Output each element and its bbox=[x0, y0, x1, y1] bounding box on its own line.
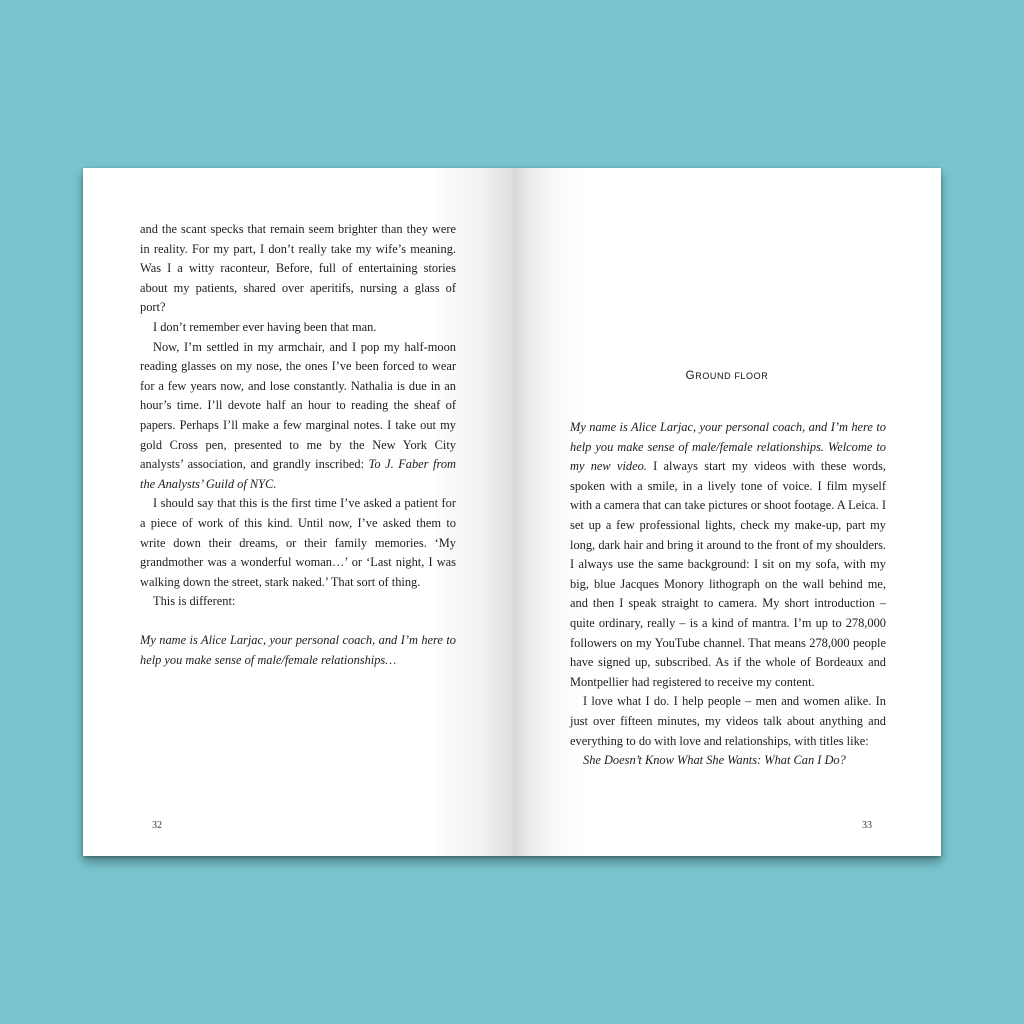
chapter-heading-rest: ROUND FLOOR bbox=[695, 371, 769, 381]
right-page bbox=[513, 168, 941, 856]
chapter-heading bbox=[513, 370, 941, 382]
pen-inscription: To J. Faber from the Analysts’ Guild of NYC. bbox=[140, 457, 456, 491]
paragraph: I should say that this is the first time I’ve asked a patient for a piece of work of this kind. Until now, I’ve asked them to write down their dreams, or their family memories. ‘My grandmother was a wonderful woman…’ or ‘Last night, I was walking down the street, stark naked.’ That sort of thing. bbox=[140, 496, 456, 589]
paragraph-text: I always start my videos with these words, spoken with a smile, in a lively tone of voice. I film myself with a camera that can take pictures or shoot footage. A Leica. I set up a few professional lights, check my make-up, part my long, dark hair and bring it around to the front of my shoulders. I always use the same background: I sit on my sofa, with my big, blue Jacques Monory lithograph on the wall behind me, and then I speak straight to camera. My short introduction – quite ordinary, really – is a kind of mantra. I’m up to 278,000 followers on my YouTube channel. That means 278,000 people have signed up, subscribed. As if the whole of Bordeaux and Montpellier had registered to receive my content. bbox=[570, 459, 886, 689]
open-book bbox=[83, 168, 941, 856]
paragraph: This is different: bbox=[153, 594, 236, 609]
left-page bbox=[83, 168, 513, 856]
page-number: 32 bbox=[152, 820, 162, 831]
quoted-intro: My name is Alice Larjac, your personal coach, and I’m here to help you make sense of male/female relationships… bbox=[140, 633, 456, 668]
paragraph-text: Now, I’m settled in my armchair, and I pop my half-moon reading glasses on my nose, the ones I’ve been forced to wear for a few years now, and lose constantly. Nathalia is due in an hour’s time. I’ll devote half an hour to reading the sheaf of papers. Perhaps I’ll make a few marginal notes. I take out my gold Cross pen, presented to me by the New York City analysts’ association, and grandly inscribed: bbox=[140, 339, 456, 472]
page-number: 33 bbox=[862, 820, 872, 831]
paragraph: I love what I do. I help people – men and women alike. In just over fifteen minutes, my videos talk about anything and everything to do with love and relationships, with titles like: bbox=[570, 694, 886, 748]
chapter-heading-initial: G bbox=[685, 370, 696, 382]
paragraph bbox=[570, 418, 886, 692]
paragraph: and the scant specks that remain seem brighter than they were in reality. For my part, I don’t really take my wife’s meaning. Was I a witty raconteur, Before, full of entertaining stories about my patients, shared over aperitifs, nursing a glass of port? bbox=[140, 222, 456, 315]
paragraph: I don’t remember ever having been that man. bbox=[153, 319, 377, 334]
video-title: She Doesn’t Know What She Wants: What Can I Do? bbox=[583, 753, 846, 768]
opening-italic: My name is Alice Larjac, your personal coach, and I’m here to help you make sense of male/female relationships. Welcome to my new video. bbox=[570, 420, 886, 474]
right-page-text bbox=[570, 418, 886, 771]
paragraph bbox=[140, 338, 456, 495]
left-page-text bbox=[140, 220, 456, 671]
